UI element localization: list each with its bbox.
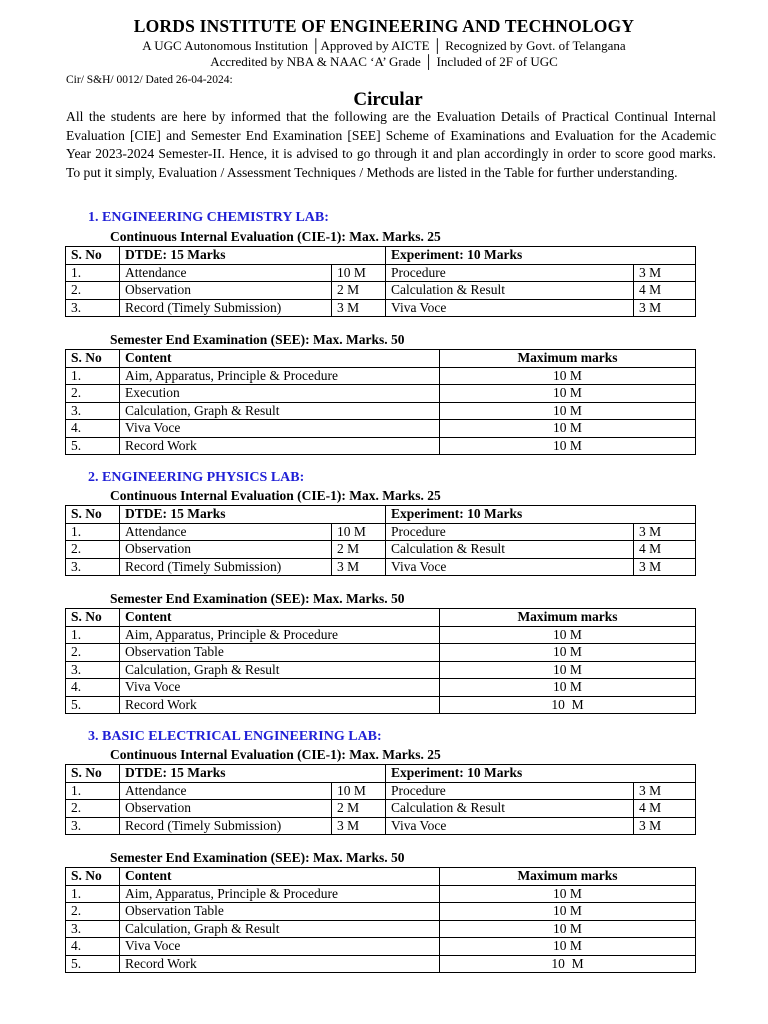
header-cell: Experiment: 10 Marks — [386, 765, 696, 783]
table-cell: Viva Voce — [386, 817, 634, 835]
institute-accreditation: Accredited by NBA & NAAC ‘A’ Grade │ Included of 2F of UGC — [210, 54, 558, 69]
table-cell: 10 M — [440, 385, 696, 403]
table-row — [66, 523, 696, 541]
table-cell: 2 M — [332, 800, 386, 818]
table-cell: Record Work — [120, 437, 440, 455]
table-cell: 4. — [66, 420, 120, 438]
table-row — [66, 299, 696, 317]
intro-paragraph: All the students are here by informed that the following are the Evaluation Details of Practical Continual Internal Evaluation [CIE] and Semester End Examination [SEE] Scheme of Examinations and Evaluation for the Academic Year 2023-2024 Semester-II. Hence, it is advised to go through it and plan accordingly in order to score good marks. To put it simply, Evaluation / Assessment Techniques / Methods are listed in the Table for further understanding. — [66, 109, 716, 180]
table-cell: 2 M — [332, 282, 386, 300]
header-cell: Maximum marks — [440, 609, 696, 627]
table-row — [66, 644, 696, 662]
table-cell: 10 M — [440, 696, 696, 714]
table-header-row — [66, 350, 696, 368]
see-table-chemistry — [65, 349, 696, 455]
table-cell: 10 M — [332, 523, 386, 541]
table-cell: 2. — [66, 541, 120, 559]
header-cell: Experiment: 10 Marks — [386, 247, 696, 265]
table-cell: Calculation, Graph & Result — [120, 661, 440, 679]
table-cell: Record Work — [120, 696, 440, 714]
table-cell: Procedure — [386, 264, 634, 282]
table-cell: 10 M — [440, 885, 696, 903]
table-cell: 1. — [66, 367, 120, 385]
table-cell: Observation — [120, 800, 332, 818]
table-cell: Viva Voce — [386, 558, 634, 576]
institute-affiliations: A UGC Autonomous Institution │Approved by AICTE │ Recognized by Govt. of Telangana — [142, 38, 626, 53]
header-cell: Experiment: 10 Marks — [386, 506, 696, 524]
table-cell: Calculation & Result — [386, 282, 634, 300]
header-cell: S. No — [66, 868, 120, 886]
header-cell: Content — [120, 609, 440, 627]
table-cell: 1. — [66, 885, 120, 903]
table-cell: 10 M — [440, 437, 696, 455]
section-heading-chemistry: 1. ENGINEERING CHEMISTRY LAB: — [88, 210, 329, 225]
header-cell: S. No — [66, 506, 120, 524]
table-cell: Procedure — [386, 523, 634, 541]
table-cell: Record (Timely Submission) — [120, 817, 332, 835]
table-cell: Viva Voce — [386, 299, 634, 317]
table-cell: 10 M — [440, 644, 696, 662]
table-cell: 3. — [66, 661, 120, 679]
header-cell: DTDE: 15 Marks — [120, 765, 386, 783]
table-row — [66, 885, 696, 903]
table-cell: 10 M — [332, 264, 386, 282]
header-cell: Maximum marks — [440, 868, 696, 886]
table-cell: Aim, Apparatus, Principle & Procedure — [120, 367, 440, 385]
table-header-row — [66, 765, 696, 783]
header-cell: DTDE: 15 Marks — [120, 506, 386, 524]
table-cell: Record Work — [120, 955, 440, 973]
table-cell: 10 M — [440, 920, 696, 938]
see-table-physics — [65, 608, 696, 714]
table-cell: Calculation & Result — [386, 541, 634, 559]
table-cell: Record (Timely Submission) — [120, 299, 332, 317]
table-cell: Aim, Apparatus, Principle & Procedure — [120, 626, 440, 644]
table-row — [66, 696, 696, 714]
cie-title: Continuous Internal Evaluation (CIE-1): Max. Marks. 25 — [110, 747, 441, 762]
table-cell: Calculation, Graph & Result — [120, 402, 440, 420]
table-cell: Viva Voce — [120, 938, 440, 956]
table-cell: 3 M — [634, 264, 696, 282]
table-cell: 3 M — [634, 558, 696, 576]
table-cell: 10 M — [440, 955, 696, 973]
table-cell: 2. — [66, 385, 120, 403]
table-cell: 1. — [66, 782, 120, 800]
cie-table-chemistry — [65, 246, 696, 317]
table-cell: 3. — [66, 299, 120, 317]
header-cell: Content — [120, 868, 440, 886]
table-cell: Attendance — [120, 782, 332, 800]
table-header-row — [66, 868, 696, 886]
see-title: Semester End Examination (SEE): Max. Marks. 50 — [110, 850, 405, 865]
see-title: Semester End Examination (SEE): Max. Marks. 50 — [110, 591, 405, 606]
header-cell: Maximum marks — [440, 350, 696, 368]
table-cell: 10 M — [332, 782, 386, 800]
table-row — [66, 402, 696, 420]
table-cell: 2 M — [332, 541, 386, 559]
table-header-row — [66, 506, 696, 524]
header-cell: S. No — [66, 247, 120, 265]
table-cell: 3 M — [634, 299, 696, 317]
table-row — [66, 437, 696, 455]
table-row — [66, 817, 696, 835]
institute-name: LORDS INSTITUTE OF ENGINEERING AND TECHNOLOGY — [133, 16, 635, 36]
table-cell: 1. — [66, 626, 120, 644]
table-row — [66, 920, 696, 938]
table-cell: 4 M — [634, 282, 696, 300]
section-heading-electrical: 3. BASIC ELECTRICAL ENGINEERING LAB: — [88, 729, 382, 744]
table-cell: Viva Voce — [120, 420, 440, 438]
cie-title: Continuous Internal Evaluation (CIE-1): Max. Marks. 25 — [110, 488, 441, 503]
cie-title: Continuous Internal Evaluation (CIE-1): Max. Marks. 25 — [110, 229, 441, 244]
table-cell: 10 M — [440, 367, 696, 385]
table-cell: 4. — [66, 938, 120, 956]
table-cell: 3 M — [634, 782, 696, 800]
table-cell: 3 M — [332, 558, 386, 576]
table-cell: Calculation, Graph & Result — [120, 920, 440, 938]
section-heading-physics: 2. ENGINEERING PHYSICS LAB: — [88, 470, 305, 485]
circular-reference: Cir/ S&H/ 0012/ Dated 26-04-2024: — [66, 74, 233, 86]
table-cell: Attendance — [120, 264, 332, 282]
table-cell: Aim, Apparatus, Principle & Procedure — [120, 885, 440, 903]
table-row — [66, 661, 696, 679]
table-cell: 1. — [66, 523, 120, 541]
table-cell: 5. — [66, 955, 120, 973]
table-row — [66, 938, 696, 956]
table-cell: 4 M — [634, 800, 696, 818]
table-cell: 3 M — [634, 523, 696, 541]
table-cell: 1. — [66, 264, 120, 282]
header-cell: S. No — [66, 350, 120, 368]
table-cell: Observation Table — [120, 903, 440, 921]
table-cell: Attendance — [120, 523, 332, 541]
table-row — [66, 679, 696, 697]
cie-table-electrical — [65, 764, 696, 835]
table-row — [66, 558, 696, 576]
table-cell: 2. — [66, 644, 120, 662]
table-row — [66, 541, 696, 559]
header-cell: S. No — [66, 765, 120, 783]
header-cell: Content — [120, 350, 440, 368]
table-cell: 10 M — [440, 420, 696, 438]
see-title: Semester End Examination (SEE): Max. Marks. 50 — [110, 332, 405, 347]
table-header-row — [66, 609, 696, 627]
table-cell: 3 M — [332, 817, 386, 835]
table-cell: Observation — [120, 541, 332, 559]
table-cell: 10 M — [440, 626, 696, 644]
table-row — [66, 385, 696, 403]
cie-table-physics — [65, 505, 696, 576]
table-cell: Viva Voce — [120, 679, 440, 697]
table-cell: 10 M — [440, 938, 696, 956]
table-cell: 2. — [66, 903, 120, 921]
table-cell: 3 M — [634, 817, 696, 835]
table-cell: 5. — [66, 437, 120, 455]
table-row — [66, 782, 696, 800]
table-header-row — [66, 247, 696, 265]
table-cell: Observation — [120, 282, 332, 300]
table-cell: Procedure — [386, 782, 634, 800]
table-cell: 4. — [66, 679, 120, 697]
table-cell: 4 M — [634, 541, 696, 559]
table-cell: 2. — [66, 282, 120, 300]
header-cell: DTDE: 15 Marks — [120, 247, 386, 265]
circular-title: Circular — [353, 89, 423, 110]
table-row — [66, 264, 696, 282]
table-row — [66, 955, 696, 973]
table-cell: 10 M — [440, 903, 696, 921]
table-cell: Execution — [120, 385, 440, 403]
table-cell: 5. — [66, 696, 120, 714]
table-cell: 3. — [66, 558, 120, 576]
table-row — [66, 420, 696, 438]
table-row — [66, 800, 696, 818]
table-cell: 3 M — [332, 299, 386, 317]
table-cell: 3. — [66, 920, 120, 938]
table-row — [66, 367, 696, 385]
table-cell: Observation Table — [120, 644, 440, 662]
table-cell: 3. — [66, 817, 120, 835]
header-cell: S. No — [66, 609, 120, 627]
table-cell: 10 M — [440, 679, 696, 697]
table-cell: 3. — [66, 402, 120, 420]
table-cell: Record (Timely Submission) — [120, 558, 332, 576]
table-cell: 10 M — [440, 402, 696, 420]
see-table-electrical — [65, 867, 696, 973]
table-row — [66, 626, 696, 644]
table-cell: 2. — [66, 800, 120, 818]
table-cell: 10 M — [440, 661, 696, 679]
table-row — [66, 903, 696, 921]
table-cell: Calculation & Result — [386, 800, 634, 818]
table-row — [66, 282, 696, 300]
